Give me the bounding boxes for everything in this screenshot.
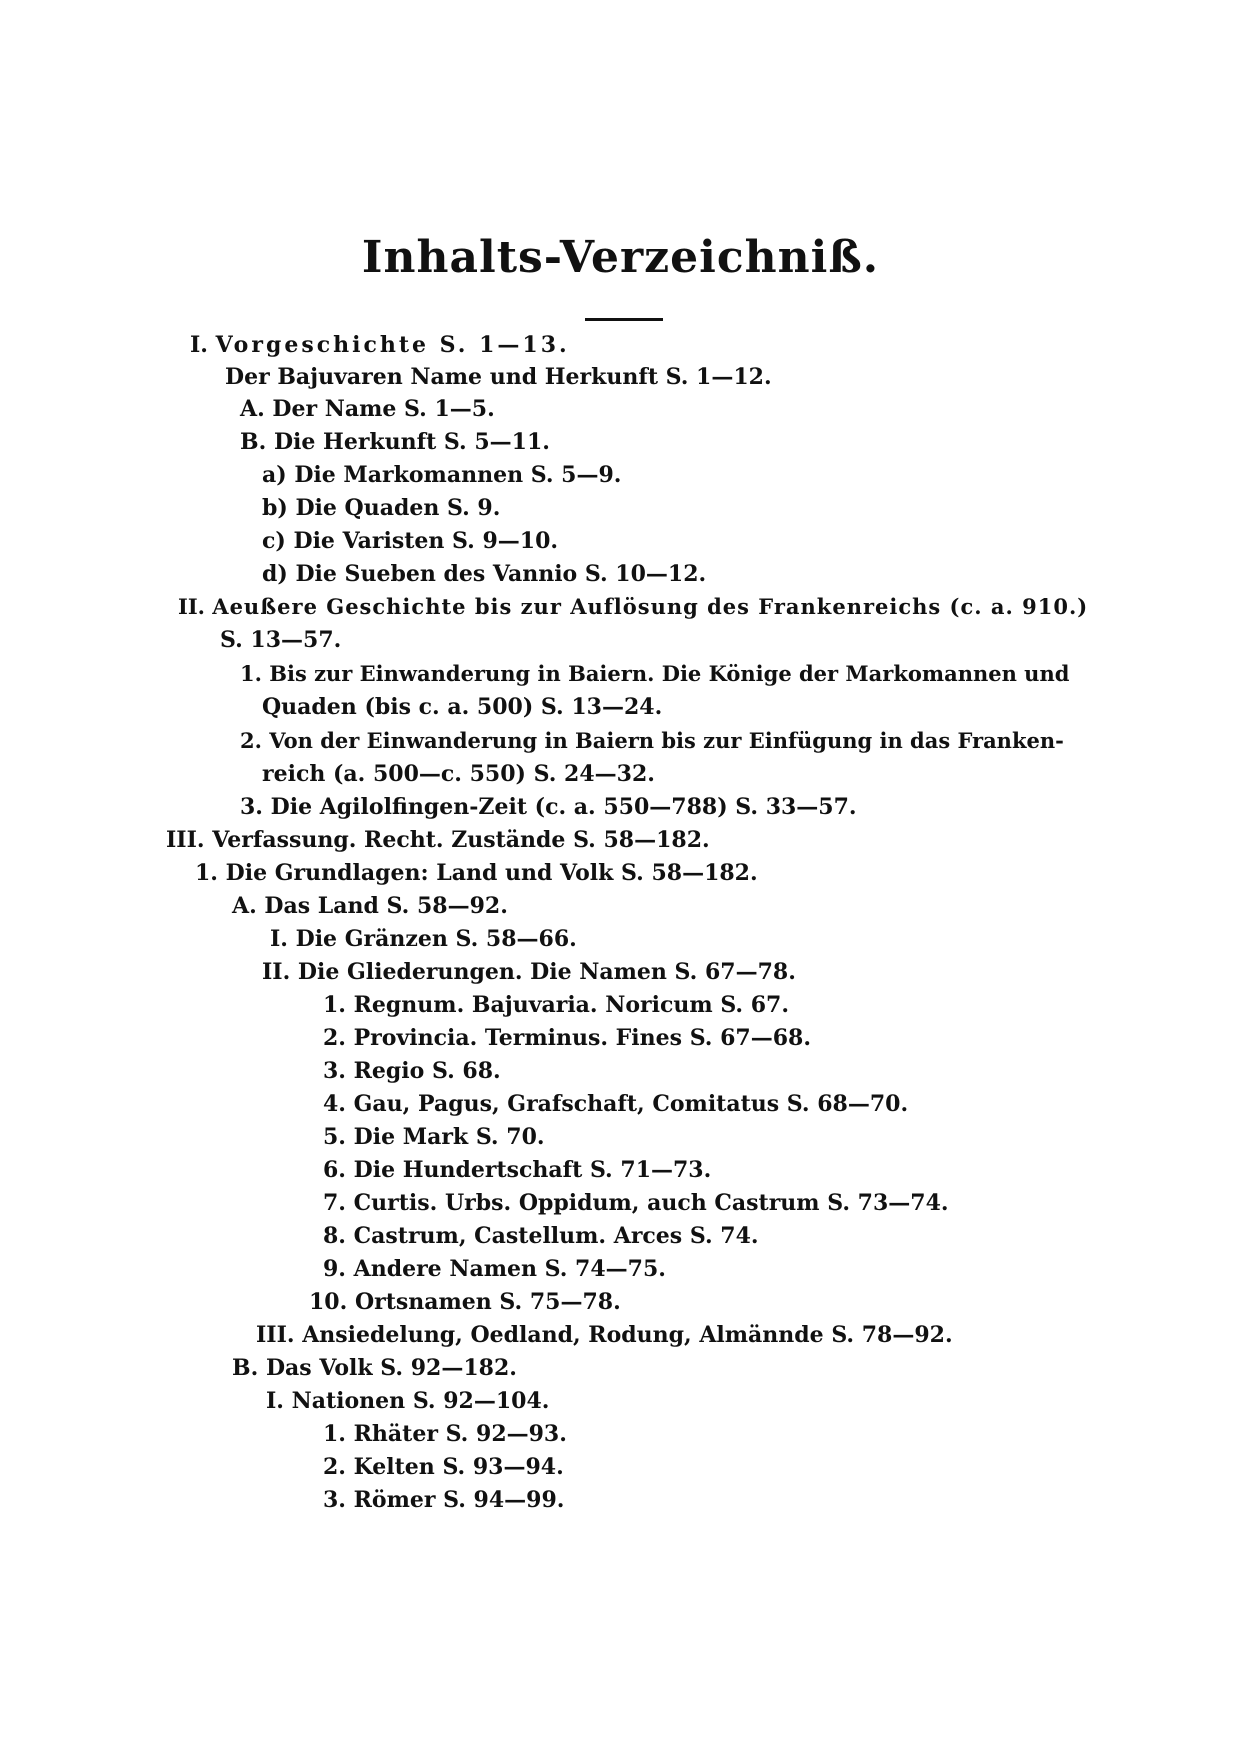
- entry-text: Die Quaden S. 9.: [295, 495, 501, 521]
- toc-entry: [323, 1056, 501, 1086]
- entry-number: c): [262, 528, 286, 554]
- toc-entry: [262, 692, 662, 722]
- entry-number: 5.: [323, 1124, 346, 1150]
- entry-text: Provincia. Terminus. Fines S. 67—68.: [353, 1025, 811, 1051]
- toc-entry: [225, 362, 772, 392]
- entry-text: Die Gliederungen. Die Namen S. 67—78.: [297, 959, 796, 985]
- toc-entry: [256, 1320, 953, 1350]
- entry-text: reich (a. 500—c. 550) S. 24—32.: [262, 761, 655, 787]
- entry-number: 1.: [195, 860, 218, 886]
- toc-entry: [323, 1155, 711, 1185]
- entry-text: Kelten S. 93—94.: [353, 1454, 564, 1480]
- entry-number: 7.: [323, 1190, 346, 1216]
- toc-entry: [262, 526, 558, 556]
- toc-entry: [262, 759, 655, 789]
- toc-entry: [166, 825, 710, 855]
- entry-number: 4.: [323, 1091, 346, 1117]
- entry-text: Nationen S. 92—104.: [291, 1388, 550, 1414]
- entry-text: Der Name S. 1—5.: [272, 396, 495, 422]
- entry-text: Bis zur Einwanderung in Baiern. Die Könige der Markomannen und: [269, 661, 1070, 686]
- entry-number: B.: [232, 1355, 259, 1381]
- entry-number: II.: [178, 594, 205, 619]
- entry-text: Die Markomannen S. 5—9.: [294, 462, 622, 488]
- entry-number: 9.: [323, 1256, 346, 1282]
- entry-number: 2.: [323, 1454, 346, 1480]
- entry-number: 2.: [323, 1025, 346, 1051]
- entry-text: Ansiedelung, Oedland, Rodung, Almännde S. 78—92.: [302, 1322, 953, 1348]
- entry-text: Von der Einwanderung in Baiern bis zur Einfügung in das Franken-: [269, 728, 1064, 753]
- toc-entry: [323, 1188, 949, 1218]
- entry-text: Ortsnamen S. 75—78.: [354, 1289, 621, 1315]
- entry-number: 1.: [323, 1421, 346, 1447]
- toc-entry: [240, 427, 550, 457]
- entry-number: d): [262, 561, 288, 587]
- toc-entry: [240, 726, 1064, 756]
- toc-entry: [190, 330, 570, 360]
- entry-text: Das Volk S. 92—182.: [265, 1355, 517, 1381]
- entry-text: Quaden (bis c. a. 500) S. 13—24.: [262, 694, 663, 720]
- toc-entry: [323, 990, 789, 1020]
- entry-number: A.: [240, 396, 265, 422]
- toc-entry: [309, 1287, 621, 1317]
- entry-number: 3.: [323, 1487, 346, 1513]
- toc-entry: [323, 1122, 545, 1152]
- toc-entry: [195, 858, 758, 888]
- entry-text: Aeußere Geschichte bis zur Auflösung des Frankenreichs (c. a. 910.): [212, 594, 1089, 619]
- entry-text: Die Agilolfingen-Zeit (c. a. 550—788) S. 33—57.: [270, 794, 857, 820]
- entry-text: Castrum, Castellum. Arces S. 74.: [353, 1223, 759, 1249]
- toc-entry: [323, 1089, 908, 1119]
- entry-text: Die Mark S. 70.: [353, 1124, 545, 1150]
- entry-number: 10.: [309, 1289, 348, 1315]
- entry-text: Die Gränzen S. 58—66.: [295, 926, 577, 952]
- toc-entry: [232, 1353, 517, 1383]
- toc-entry: [220, 625, 341, 655]
- entry-text: Gau, Pagus, Grafschaft, Comitatus S. 68—70.: [353, 1091, 909, 1117]
- toc-entry: [266, 1386, 549, 1416]
- toc-entry: [262, 493, 500, 523]
- entry-number: 1.: [240, 661, 262, 686]
- toc-entry: [232, 891, 508, 921]
- entry-number: II.: [262, 959, 291, 985]
- entry-text: Die Grundlagen: Land und Volk S. 58—182.: [225, 860, 758, 886]
- entry-text: Das Land S. 58—92.: [264, 893, 508, 919]
- page-title: Inhalts-Verzeichniß.: [361, 232, 880, 283]
- toc-entry: [178, 592, 1088, 622]
- entry-text: Rhäter S. 92—93.: [353, 1421, 567, 1447]
- entry-number: 6.: [323, 1157, 346, 1183]
- entry-text: Vorgeschichte S. 1—13.: [215, 332, 570, 358]
- entry-text: Curtis. Urbs. Oppidum, auch Castrum S. 73—74.: [353, 1190, 949, 1216]
- entry-number: I.: [266, 1388, 284, 1414]
- entry-number: 2.: [240, 728, 262, 753]
- entry-text: Römer S. 94—99.: [353, 1487, 565, 1513]
- toc-entry: [323, 1452, 564, 1482]
- entry-number: B.: [240, 429, 267, 455]
- toc-entry: [323, 1023, 811, 1053]
- title-rule: [585, 318, 663, 321]
- toc-entry: [240, 792, 857, 822]
- toc-entry: [270, 924, 577, 954]
- toc-entry: [323, 1254, 666, 1284]
- entry-text: Regio S. 68.: [353, 1058, 501, 1084]
- entry-text: Die Varisten S. 9—10.: [293, 528, 559, 554]
- entry-text: Andere Namen S. 74—75.: [353, 1256, 666, 1282]
- toc-entry: [240, 394, 495, 424]
- entry-text: Die Herkunft S. 5—11.: [273, 429, 550, 455]
- entry-text: Regnum. Bajuvaria. Noricum S. 67.: [353, 992, 790, 1018]
- entry-number: b): [262, 495, 288, 521]
- toc-entry: [262, 460, 621, 490]
- entry-text: Verfassung. Recht. Zustände S. 58—182.: [212, 827, 710, 853]
- entry-number: III.: [256, 1322, 295, 1348]
- entry-text: Die Sueben des Vannio S. 10—12.: [295, 561, 707, 587]
- entry-number: 3.: [240, 794, 263, 820]
- entry-number: 8.: [323, 1223, 346, 1249]
- toc-entry: [323, 1419, 567, 1449]
- entry-number: I.: [270, 926, 288, 952]
- entry-number: III.: [166, 827, 205, 853]
- entry-text: S. 13—57.: [220, 627, 342, 653]
- entry-number: a): [262, 462, 287, 488]
- toc-entry: [323, 1485, 564, 1515]
- entry-text: Die Hundertschaft S. 71—73.: [353, 1157, 712, 1183]
- entry-number: 3.: [323, 1058, 346, 1084]
- entry-number: A.: [232, 893, 257, 919]
- toc-entry: [240, 659, 1069, 689]
- toc-entry: [262, 559, 706, 589]
- toc-entry: [323, 1221, 759, 1251]
- entry-number: I.: [190, 332, 208, 358]
- entry-text: Der Bajuvaren Name und Herkunft S. 1—12.: [225, 364, 772, 390]
- entry-number: 1.: [323, 992, 346, 1018]
- toc-entry: [262, 957, 796, 987]
